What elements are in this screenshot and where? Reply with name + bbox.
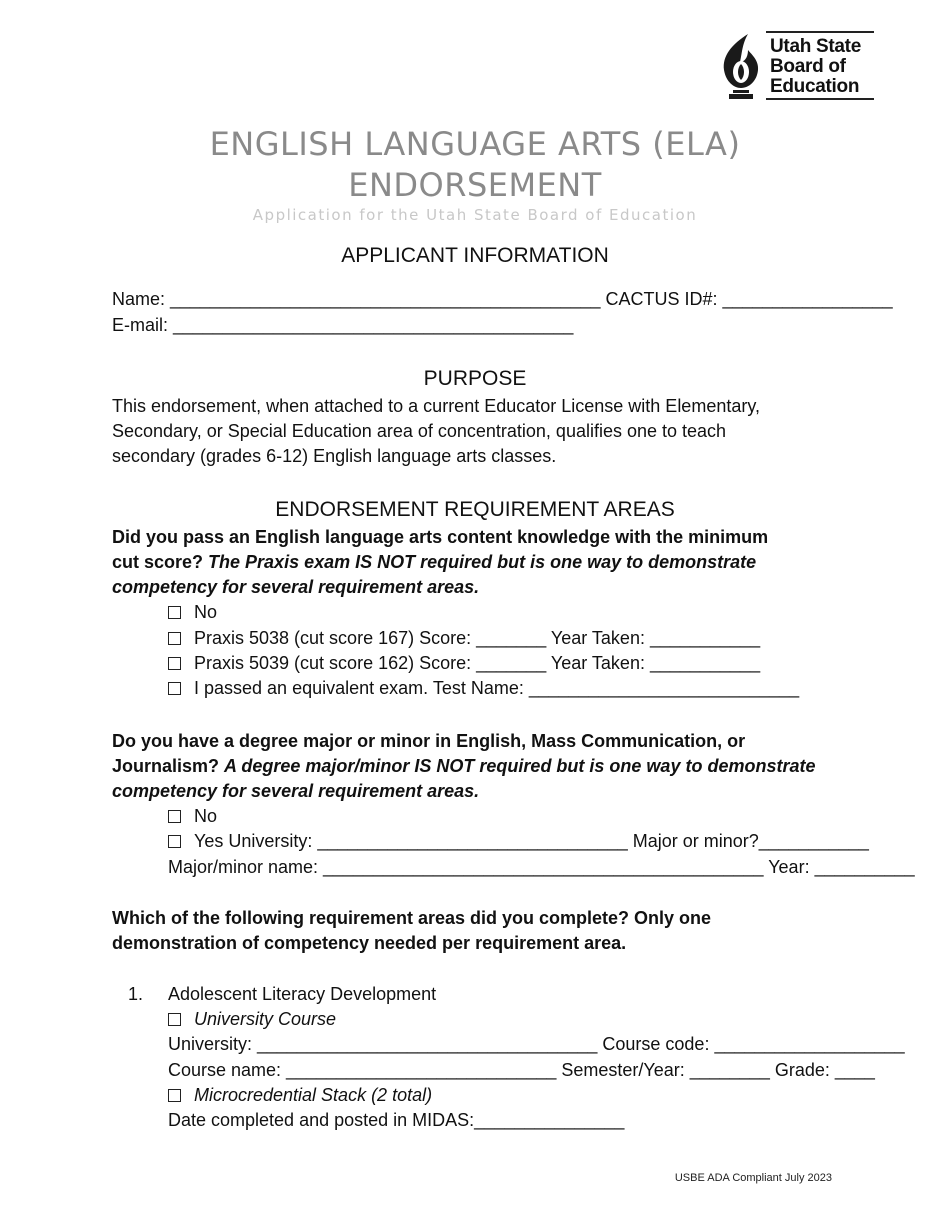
q2-option-yes[interactable] xyxy=(168,829,869,854)
checkbox[interactable] xyxy=(168,835,181,848)
logo-line-1: Utah State xyxy=(770,36,861,57)
checkbox[interactable] xyxy=(168,1089,181,1102)
q1-option-equivalent-label: I passed an equivalent exam. Test Name: ___________________________ xyxy=(194,678,800,698)
logo-line-3: Education xyxy=(770,76,860,97)
purpose-heading: PURPOSE xyxy=(423,367,527,390)
q1-text-1: Did you pass an English language arts content knowledge with the minimum xyxy=(112,527,769,547)
page-title-line-2: ENDORSEMENT xyxy=(348,166,602,204)
q2-text-1: Do you have a degree major or minor in English, Mass Communication, or xyxy=(112,731,746,751)
area-1-university-line[interactable]: University: __________________________________ Course code: ___________________ xyxy=(168,1034,905,1054)
q1-option-praxis-5039[interactable] xyxy=(168,651,760,676)
q2-option-yes-label: Yes University: _______________________________ Major or minor?___________ xyxy=(194,831,869,851)
q1-bold-part: cut score? xyxy=(112,552,209,572)
area-1-option-micro[interactable] xyxy=(168,1083,432,1108)
applicant-heading: APPLICANT INFORMATION xyxy=(341,244,609,267)
q2-bold-part: Journalism? xyxy=(112,756,225,776)
area-1-midas-line[interactable]: Date completed and posted in MIDAS:_______________ xyxy=(168,1110,625,1130)
area-1-option-micro-label: Microcredential Stack (2 total) xyxy=(194,1085,433,1105)
checkbox[interactable] xyxy=(168,606,181,619)
page-subtitle: Application for the Utah State Board of Education xyxy=(252,206,698,224)
area-1-title: Adolescent Literacy Development xyxy=(168,984,437,1004)
area-1-course-line[interactable]: Course name: ___________________________ Semester/Year: ________ Grade: ____ xyxy=(168,1060,875,1080)
q1-italic-part: The Praxis exam IS NOT required but is one way to demonstrate xyxy=(208,552,757,572)
area-1-number: 1. xyxy=(128,984,144,1004)
q1-option-no[interactable] xyxy=(168,600,217,625)
name-cactus-line[interactable]: Name: ___________________________________________ CACTUS ID#: _________________ xyxy=(112,289,893,309)
flame-torch-icon xyxy=(718,32,764,100)
q2-text-2 xyxy=(112,754,815,779)
q1-option-no-label: No xyxy=(194,602,218,622)
purpose-text-2: Secondary, or Special Education area of concentration, qualifies one to teach xyxy=(112,421,727,441)
checkbox[interactable] xyxy=(168,1013,181,1026)
usbe-logo xyxy=(718,28,878,103)
q2-option-no-label: No xyxy=(194,806,218,826)
requirements-heading: ENDORSEMENT REQUIREMENT AREAS xyxy=(275,498,675,521)
checkbox[interactable] xyxy=(168,810,181,823)
area-1-option-course-label: University Course xyxy=(194,1009,337,1029)
checkbox[interactable] xyxy=(168,632,181,645)
q3-text-2: demonstration of competency needed per requirement area. xyxy=(112,933,627,953)
page-title-line-1: ENGLISH LANGUAGE ARTS (ELA) xyxy=(209,125,741,163)
area-1-option-course[interactable] xyxy=(168,1007,336,1032)
checkbox[interactable] xyxy=(168,657,181,670)
q1-text-2 xyxy=(112,550,756,575)
q3-text-1: Which of the following requirement areas did you complete? Only one xyxy=(112,908,712,928)
q1-option-praxis-5038[interactable] xyxy=(168,626,760,651)
logo-line-2: Board of xyxy=(770,56,846,77)
checkbox[interactable] xyxy=(168,682,181,695)
logo-bottom-rule xyxy=(766,98,874,100)
q2-major-name-line[interactable]: Major/minor name: ____________________________________________ Year: __________ xyxy=(168,857,915,877)
logo-top-rule xyxy=(766,31,874,33)
purpose-text-3: secondary (grades 6-12) English language arts classes. xyxy=(112,446,557,466)
footer-note: USBE ADA Compliant July 2023 xyxy=(674,1172,832,1184)
q1-option-equivalent[interactable] xyxy=(168,676,799,701)
q2-text-3: competency for several requirement areas. xyxy=(112,781,480,801)
q2-option-no[interactable] xyxy=(168,804,217,829)
q1-option-praxis-5039-label: Praxis 5039 (cut score 162) Score: _______ Year Taken: ___________ xyxy=(194,653,761,673)
email-line[interactable]: E-mail: ________________________________________ xyxy=(112,315,574,335)
purpose-text-1: This endorsement, when attached to a current Educator License with Elementary, xyxy=(112,396,761,416)
q1-text-3: competency for several requirement areas. xyxy=(112,577,480,597)
q2-italic-part: A degree major/minor IS NOT required but is one way to demonstrate xyxy=(224,756,816,776)
q1-option-praxis-5038-label: Praxis 5038 (cut score 167) Score: _______ Year Taken: ___________ xyxy=(194,628,761,648)
